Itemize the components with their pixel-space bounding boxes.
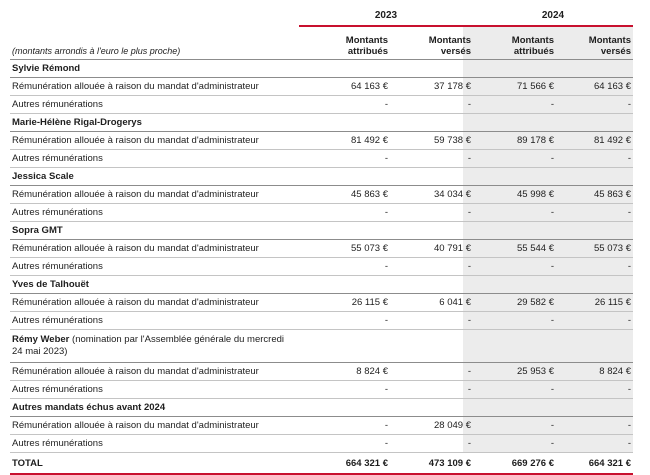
director-header-row [10, 399, 633, 417]
row-value: 34 034 € [390, 186, 473, 204]
row-value: 8 824 € [299, 363, 390, 381]
total-label: TOTAL [10, 453, 299, 475]
director-header-row [10, 276, 633, 294]
row-value: - [556, 258, 633, 276]
total-value: 664 321 € [556, 453, 633, 475]
row-value: - [299, 435, 390, 453]
row-value: 45 863 € [299, 186, 390, 204]
row-label: Autres rémunérations [10, 204, 299, 222]
director-name: Yves de Talhouët [10, 276, 299, 294]
row-value: 64 163 € [299, 78, 390, 96]
row-value: - [390, 312, 473, 330]
column-header-row [10, 26, 633, 60]
row-value: - [473, 150, 556, 168]
row-label: Autres rémunérations [10, 96, 299, 114]
table-row [10, 381, 633, 399]
row-value: - [473, 435, 556, 453]
table-row [10, 312, 633, 330]
director-name: Rémy Weber [12, 334, 70, 345]
row-value: 55 544 € [473, 240, 556, 258]
director-name: Sopra GMT [10, 222, 299, 240]
row-value: - [390, 435, 473, 453]
table-row [10, 294, 633, 312]
row-label: Rémunération allouée à raison du mandat d'administrateur [10, 417, 299, 435]
row-value: 45 863 € [556, 186, 633, 204]
table-body [10, 60, 633, 475]
row-label: Rémunération allouée à raison du mandat d'administrateur [10, 78, 299, 96]
total-value: 473 109 € [390, 453, 473, 475]
table-row [10, 363, 633, 381]
row-value: 45 998 € [473, 186, 556, 204]
row-value: - [299, 258, 390, 276]
table-row [10, 435, 633, 453]
row-label: Autres rémunérations [10, 258, 299, 276]
row-value: - [556, 312, 633, 330]
row-label: Rémunération allouée à raison du mandat d'administrateur [10, 294, 299, 312]
year-2024-header: 2024 [473, 6, 633, 26]
row-label: Rémunération allouée à raison du mandat d'administrateur [10, 132, 299, 150]
director-name: Sylvie Rémond [10, 60, 299, 78]
director-name-note: (nomination par l'Assemblée générale du mercredi 24 mai 2023) [12, 334, 285, 357]
row-value: 55 073 € [556, 240, 633, 258]
col-2024-verses: Montants versés [556, 26, 633, 60]
director-header-row [10, 114, 633, 132]
row-value: 25 953 € [473, 363, 556, 381]
row-label: Autres rémunérations [10, 381, 299, 399]
row-value: - [556, 150, 633, 168]
director-name: Autres mandats échus avant 2024 [10, 399, 299, 417]
total-value: 664 321 € [299, 453, 390, 475]
table-row [10, 96, 633, 114]
row-value: - [299, 96, 390, 114]
row-value: 28 049 € [390, 417, 473, 435]
row-value: - [390, 150, 473, 168]
row-value: - [390, 258, 473, 276]
table-row [10, 240, 633, 258]
row-value: - [390, 363, 473, 381]
row-value: 8 824 € [556, 363, 633, 381]
table-row [10, 78, 633, 96]
table-row [10, 186, 633, 204]
row-value: - [556, 204, 633, 222]
col-2023-verses: Montants versés [390, 26, 473, 60]
col-2023-attribues: Montants attribués [299, 26, 390, 60]
row-label: Rémunération allouée à raison du mandat d'administrateur [10, 363, 299, 381]
row-value: 6 041 € [390, 294, 473, 312]
row-value: - [299, 150, 390, 168]
row-value: 89 178 € [473, 132, 556, 150]
row-value: - [556, 381, 633, 399]
row-label: Rémunération allouée à raison du mandat d'administrateur [10, 240, 299, 258]
table-row [10, 204, 633, 222]
row-value: - [390, 381, 473, 399]
table-row [10, 258, 633, 276]
row-value: 71 566 € [473, 78, 556, 96]
director-name: Jessica Scale [10, 168, 299, 186]
row-value: 26 115 € [556, 294, 633, 312]
row-value: 26 115 € [299, 294, 390, 312]
row-label: Rémunération allouée à raison du mandat d'administrateur [10, 186, 299, 204]
row-value: - [473, 96, 556, 114]
row-value: - [473, 312, 556, 330]
row-value: - [556, 435, 633, 453]
row-value: 29 582 € [473, 294, 556, 312]
table-row [10, 150, 633, 168]
row-label: Autres rémunérations [10, 435, 299, 453]
row-label: Autres rémunérations [10, 312, 299, 330]
row-value: - [473, 204, 556, 222]
director-header-row [10, 330, 633, 363]
row-value: - [556, 96, 633, 114]
row-value: - [556, 417, 633, 435]
remuneration-table [10, 6, 633, 475]
year-2023-header: 2023 [299, 6, 473, 26]
table-row [10, 417, 633, 435]
row-value: 40 791 € [390, 240, 473, 258]
col-2024-attribues: Montants attribués [473, 26, 556, 60]
row-value: - [299, 381, 390, 399]
year-header-row [10, 6, 633, 26]
row-value: 37 178 € [390, 78, 473, 96]
row-value: - [390, 204, 473, 222]
row-value: - [390, 96, 473, 114]
row-label: Autres rémunérations [10, 150, 299, 168]
row-value: - [473, 417, 556, 435]
table-row [10, 132, 633, 150]
row-value: 59 738 € [390, 132, 473, 150]
row-value: 81 492 € [299, 132, 390, 150]
rounding-note: (montants arrondis à l'euro le plus proche) [10, 26, 299, 60]
row-value: 81 492 € [556, 132, 633, 150]
row-value: - [299, 312, 390, 330]
director-name-cell [10, 330, 299, 363]
director-header-row [10, 222, 633, 240]
row-value: 55 073 € [299, 240, 390, 258]
total-value: 669 276 € [473, 453, 556, 475]
director-header-row [10, 60, 633, 78]
row-value: - [473, 258, 556, 276]
row-value: - [473, 381, 556, 399]
total-row [10, 453, 633, 475]
director-name: Marie-Hélène Rigal-Drogerys [10, 114, 299, 132]
row-value: - [299, 204, 390, 222]
row-value: 64 163 € [556, 78, 633, 96]
director-header-row [10, 168, 633, 186]
row-value: - [299, 417, 390, 435]
